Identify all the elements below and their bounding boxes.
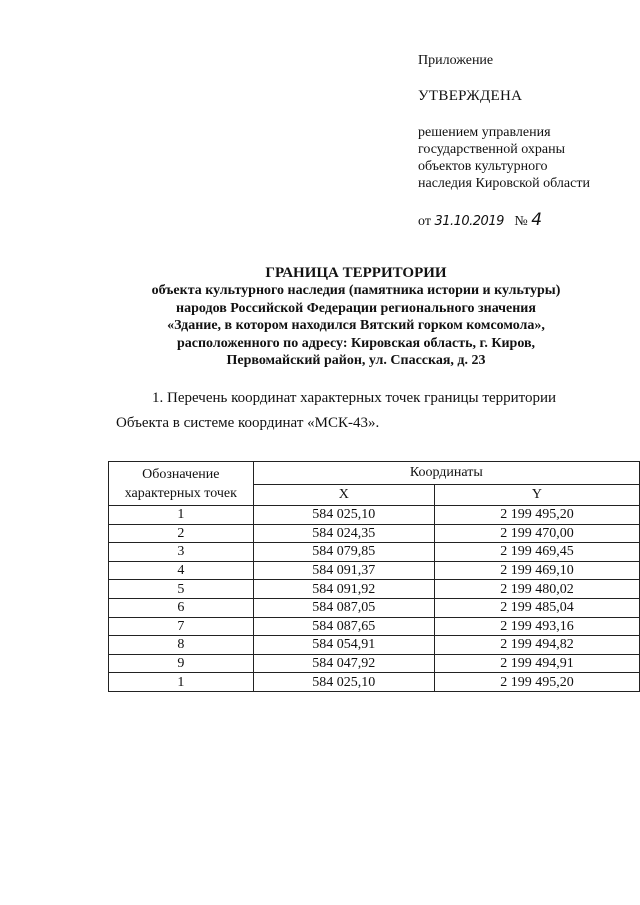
decision-date-line <box>418 212 542 230</box>
x-cell: 584 079,85 <box>253 543 434 562</box>
point-cell: 3 <box>109 543 254 562</box>
decision-block <box>418 124 590 192</box>
from-label: от <box>418 214 431 229</box>
x-cell: 584 087,05 <box>253 598 434 617</box>
y-cell: 2 199 495,20 <box>434 506 639 525</box>
y-cell: 2 199 469,10 <box>434 561 639 580</box>
heading-line: народов Российской Федерации регионального значения <box>176 300 536 316</box>
point-cell: 1 <box>109 506 254 525</box>
document-heading <box>0 264 640 370</box>
x-cell: 584 047,92 <box>253 654 434 673</box>
decision-line: государственной охраны <box>418 142 566 157</box>
paragraph-line: 1. Перечень координат характерных точек границы территории <box>152 390 557 406</box>
table-row <box>109 654 640 673</box>
x-cell: 584 024,35 <box>253 524 434 543</box>
decision-line: наследия Кировской области <box>418 176 590 191</box>
heading-line: «Здание, в котором находился Вятский горком комсомола», <box>167 318 545 333</box>
table-row <box>109 617 640 636</box>
x-cell: 584 025,10 <box>253 506 434 525</box>
coordinates-paragraph <box>116 386 600 436</box>
y-cell: 2 199 494,82 <box>434 636 639 655</box>
y-cell: 2 199 469,45 <box>434 543 639 562</box>
point-cell: 4 <box>109 561 254 580</box>
paragraph-line: Объекта в системе координат «МСК-43». <box>116 415 380 431</box>
table-row <box>109 580 640 599</box>
y-cell: 2 199 470,00 <box>434 524 639 543</box>
point-cell: 8 <box>109 636 254 655</box>
point-cell: 2 <box>109 524 254 543</box>
point-cell: 1 <box>109 673 254 692</box>
table-row <box>109 673 640 692</box>
y-cell: 2 199 485,04 <box>434 598 639 617</box>
table-row <box>109 506 640 525</box>
heading-title: ГРАНИЦА ТЕРРИТОРИИ <box>265 265 447 281</box>
x-cell: 584 091,92 <box>253 580 434 599</box>
point-cell: 6 <box>109 598 254 617</box>
heading-line: Первомайский район, ул. Спасская, д. 23 <box>226 353 486 368</box>
x-header: X <box>253 484 434 506</box>
designation-header-line: характерных точек <box>124 485 237 501</box>
heading-line: расположенного по адресу: Кировская область, г. Киров, <box>176 335 536 351</box>
point-cell: 7 <box>109 617 254 636</box>
y-cell: 2 199 480,02 <box>434 580 639 599</box>
appendix-label: Приложение <box>418 53 494 68</box>
coordinates-header: Координаты <box>253 462 639 485</box>
coordinates-table <box>108 461 640 692</box>
designation-header <box>109 462 254 506</box>
number-label: № <box>514 214 528 229</box>
table-row <box>109 598 640 617</box>
table-row <box>109 561 640 580</box>
y-cell: 2 199 495,20 <box>434 673 639 692</box>
y-cell: 2 199 494,91 <box>434 654 639 673</box>
x-cell: 584 025,10 <box>253 673 434 692</box>
handwritten-date: 31.10.2019 <box>434 214 504 229</box>
table-row <box>109 636 640 655</box>
x-cell: 584 091,37 <box>253 561 434 580</box>
x-cell: 584 087,65 <box>253 617 434 636</box>
handwritten-number: 4 <box>531 210 543 230</box>
designation-header-line: Обозначение <box>142 466 220 482</box>
decision-line: решением управления <box>418 125 551 140</box>
decision-line: объектов культурного <box>418 159 548 174</box>
approved-label: УТВЕРЖДЕНА <box>418 88 523 104</box>
x-cell: 584 054,91 <box>253 636 434 655</box>
point-cell: 9 <box>109 654 254 673</box>
point-cell: 5 <box>109 580 254 599</box>
heading-line: объекта культурного наследия (памятника истории и культуры) <box>151 283 561 298</box>
table-row <box>109 543 640 562</box>
y-cell: 2 199 493,16 <box>434 617 639 636</box>
y-header: Y <box>434 484 639 506</box>
table-row <box>109 524 640 543</box>
